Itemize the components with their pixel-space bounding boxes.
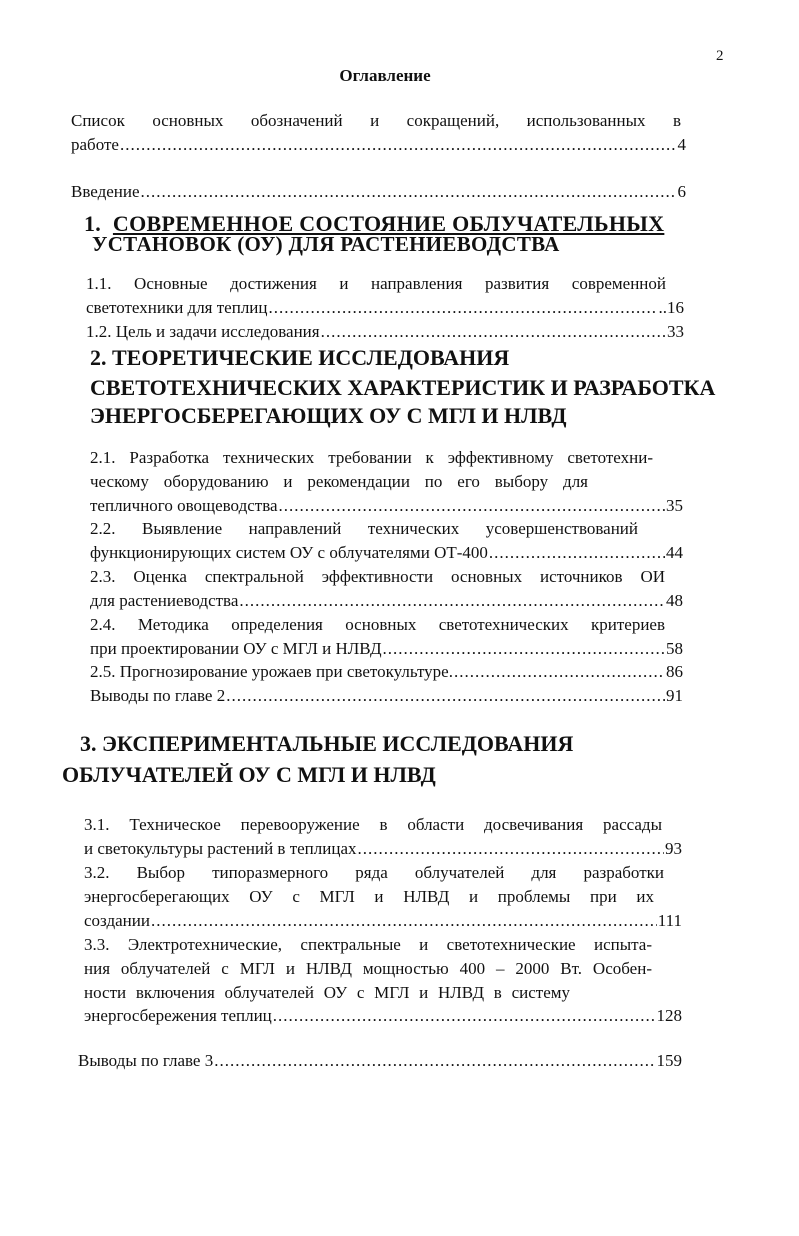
dot-leader [273,1004,656,1028]
toc-1-2-page: 33 [667,322,684,341]
toc-2-4-entry[interactable] [90,637,683,661]
toc-2-1-line2: ческому оборудованию и рекомендации по его выбору для [90,472,588,491]
chapter1-title-line2: УСТАНОВОК (ОУ) ДЛЯ РАСТЕНИЕВОДСТВА [92,232,560,256]
chapter3-title-line2: ОБЛУЧАТЕЛЕЙ ОУ С МГЛ И НЛВД [62,762,436,787]
chapter2-title-line1: 2. ТЕОРЕТИЧЕСКИЕ ИССЛЕДОВАНИЯ [90,345,510,370]
toc-abbreviations-page: 4 [677,135,686,154]
toc-2-5-entry[interactable] [90,660,683,684]
toc-2-1-entry[interactable] [90,494,683,518]
toc-2-conclusion-page: 91 [666,686,683,705]
toc-3-conclusion-page: 159 [656,1051,682,1070]
toc-3-conclusion-entry[interactable] [78,1049,682,1073]
toc-2-3-entry[interactable] [90,589,683,613]
toc-2-4-line1: 2.4. Методика определения основных светотехнических критериев [90,615,665,634]
toc-2-3-line1: 2.3. Оценка спектральной эффективности основных источников ОИ [90,567,665,586]
toc-3-3-page: 128 [656,1006,682,1025]
toc-3-3-label: энергосбережения теплиц [84,1006,272,1025]
toc-abbreviations-label: работе [71,135,119,154]
toc-2-3-label: для растениеводства [90,591,239,610]
toc-intro-entry[interactable] [71,180,686,204]
toc-3-3-line1: 3.3. Электротехнические, спектральные и светотехнические испыта- [84,935,652,954]
toc-2-conclusion-label: Выводы по главе 2 [90,686,226,705]
dot-leader [489,541,665,565]
dot-leader [120,133,677,157]
toc-3-3-entry[interactable] [84,1004,682,1028]
page-number: 2 [716,48,724,64]
chapter2-title-line2: СВЕТОТЕХНИЧЕСКИХ ХАРАКТЕРИСТИК И РАЗРАБОТКА [90,375,716,400]
toc-2-5-page: 86 [666,662,683,681]
chapter3-title-line1: 3. ЭКСПЕРИМЕНТАЛЬНЫЕ ИССЛЕДОВАНИЯ [80,731,574,756]
toc-2-2-page: 44 [666,543,683,562]
toc-3-1-page: 93 [665,839,682,858]
toc-3-2-line2: энергосберегающих ОУ с МГЛ и НЛВД и проблемы при их [84,887,654,906]
toc-3-1-line1: 3.1. Техническое перевооружение в области досвечивания рассады [84,815,662,834]
toc-2-5-label: 2.5. Прогнозирование урожаев при светокультуре. [90,662,453,681]
dot-leader [358,837,665,861]
dot-leader [151,909,657,933]
chapter1-number: 1. [84,211,102,236]
toc-3-2-label: создании [84,911,150,930]
toc-2-3-page: 48 [666,591,683,610]
chapter2-title-line3: ЭНЕРГОСБЕРЕГАЮЩИХ ОУ С МГЛ И НЛВД [90,403,567,428]
toc-abbreviations-entry[interactable] [71,133,686,157]
toc-intro-page: 6 [677,182,686,201]
toc-2-2-entry[interactable] [90,541,683,565]
dot-leader [214,1049,655,1073]
toc-1-2-entry[interactable] [86,320,684,344]
toc-3-1-label: и светокультуры растений в теплицах [84,839,357,858]
dot-leader [239,589,665,613]
toc-1-1-page: ..16 [658,298,684,317]
dot-leader [226,684,665,708]
toc-2-1-page: 35 [666,496,683,515]
toc-intro-label: Введение [71,182,140,201]
toc-2-2-label: функционирующих систем ОУ с облучателями ОТ-400 [90,543,488,562]
toc-2-4-label: при проектировании ОУ с МГЛ и НЛВД [90,639,382,658]
toc-3-conclusion-label: Выводы по главе 3 [78,1051,214,1070]
toc-3-3-line3: ности включения облучателей ОУ с МГЛ и НЛВД в систему [84,983,570,1002]
toc-1-2-label: 1.2. Цель и задачи исследования [86,322,320,341]
chapter1-title-line1: СОВРЕМЕННОЕ СОСТОЯНИЕ ОБЛУЧАТЕЛЬНЫХ [112,211,665,236]
toc-3-3-line2: ния облучателей с МГЛ и НЛВД мощностью 400 – 2000 Вт. Особен- [84,959,652,978]
toc-2-1-label: тепличного овощеводства [90,496,278,515]
toc-2-4-page: 58 [666,639,683,658]
toc-2-conclusion-entry[interactable] [90,684,683,708]
toc-1-1-entry[interactable] [86,296,684,320]
toc-3-2-entry[interactable] [84,909,682,933]
dot-leader [141,180,677,204]
toc-2-2-line1: 2.2. Выявление направлений технических усовершенствований [90,519,638,538]
dot-leader [279,494,665,518]
dot-leader [321,320,666,344]
toc-title: Оглавление [339,66,431,85]
toc-2-1-line1: 2.1. Разработка технических требовании к эффективному светотехни- [90,448,653,467]
toc-3-2-page: 111 [657,911,682,930]
toc-3-1-entry[interactable] [84,837,682,861]
toc-1-1-line1: 1.1. Основные достижения и направления развития современной [86,274,666,293]
toc-abbreviations-line1: Список основных обозначений и сокращений, использованных в [71,111,681,130]
dot-leader [269,296,658,320]
dot-leader [383,637,665,661]
toc-1-1-label: светотехники для теплиц [86,298,268,317]
toc-3-2-line1: 3.2. Выбор типоразмерного ряда облучателей для разработки [84,863,664,882]
dot-leader [454,660,665,684]
